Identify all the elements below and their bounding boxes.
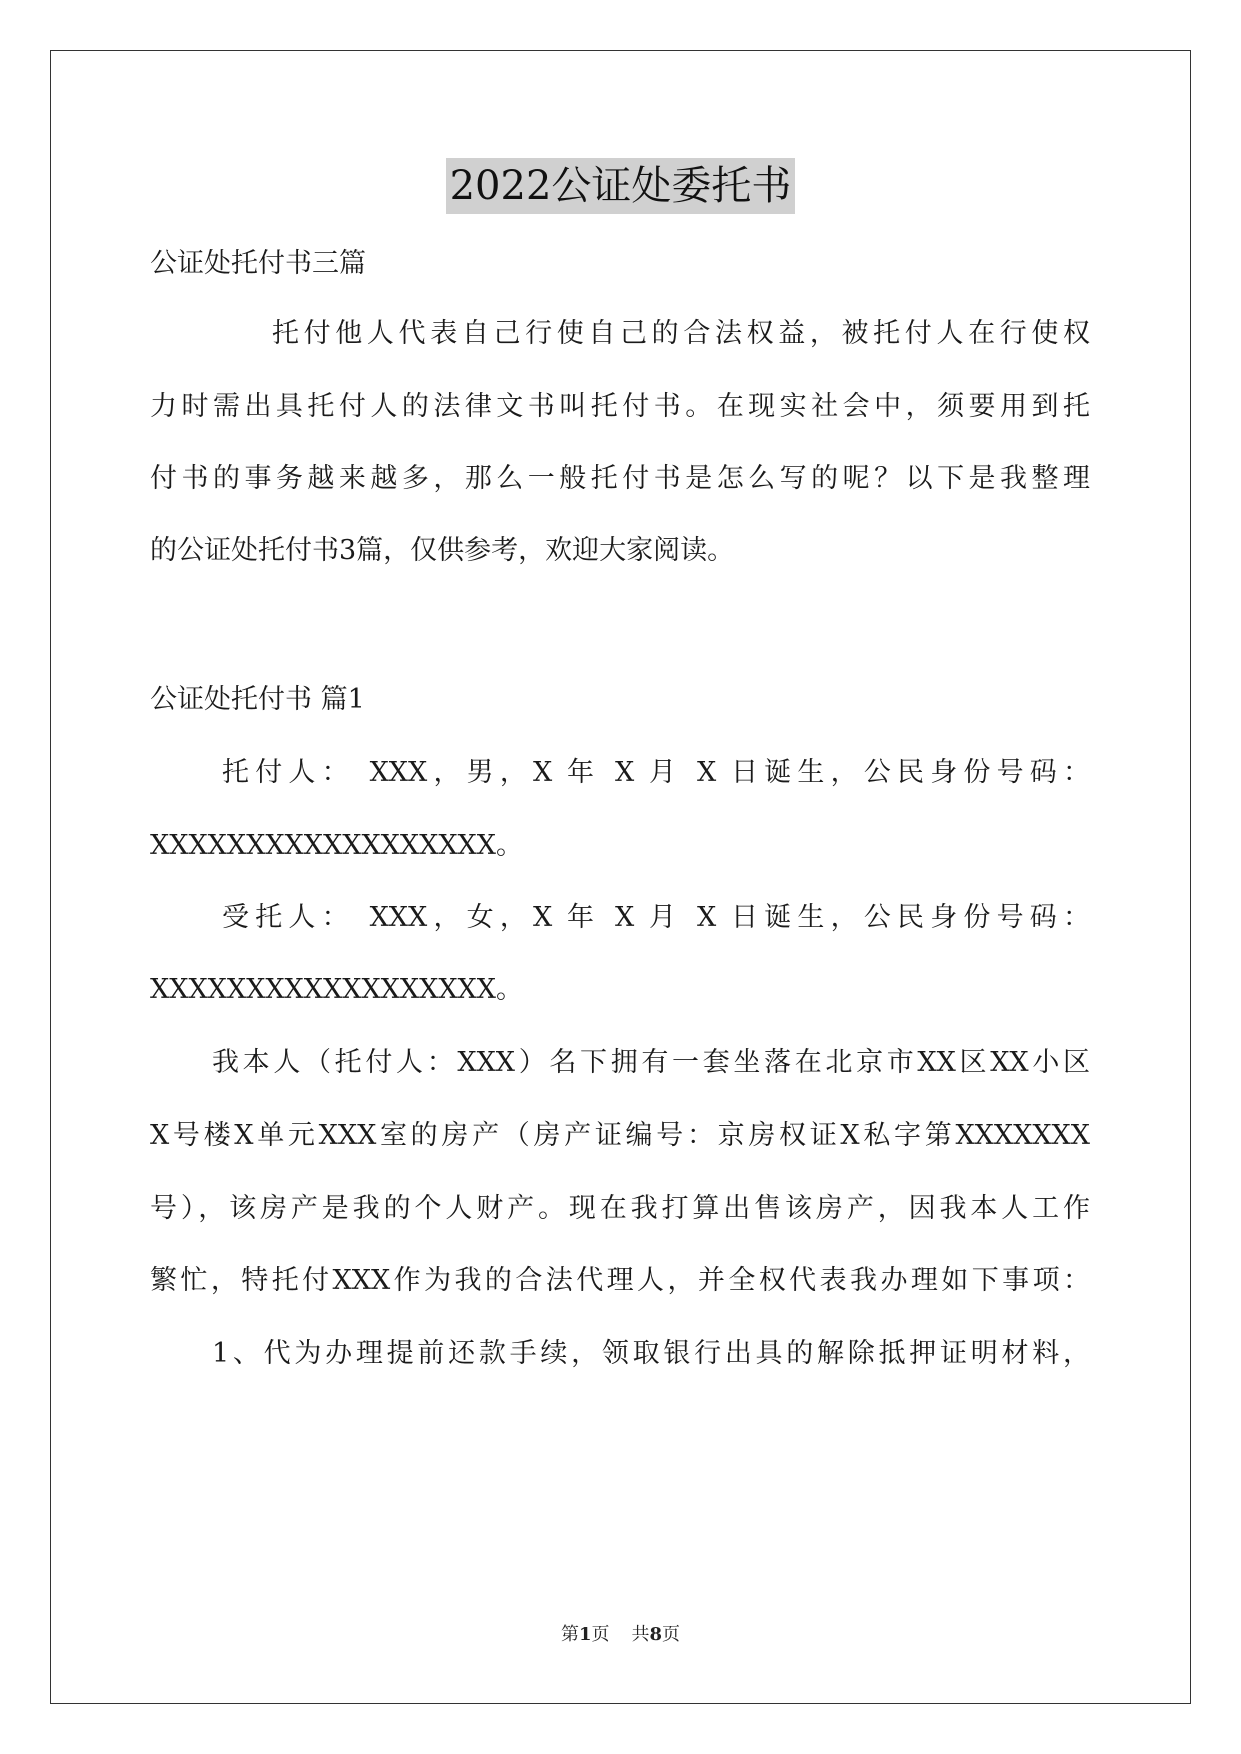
intro-line-3: 付书的事务越来越多，那么一般托付书是怎么写的呢？以下是我整理 — [150, 463, 1090, 494]
document-title: 2022公证处委托书 — [446, 158, 796, 214]
subtitle: 公证处托付书三篇 — [150, 248, 366, 279]
footer-page-number: 1 — [578, 1624, 592, 1645]
footer-total-pages: 8 — [649, 1624, 663, 1645]
title-container — [0, 158, 1241, 214]
agent-line-2: XXXXXXXXXXXXXXXXXX。 — [150, 974, 523, 1005]
footer-total-prefix: 共 — [631, 1624, 650, 1645]
agent-line-1: 受托人： XXX，女，X 年 X 月 X 日诞生，公民身份号码： — [222, 902, 1090, 933]
intro-line-1: 托付他人代表自己行使自己的合法权益，被托付人在行使权 — [272, 318, 1090, 349]
intro-line-4: 的公证处托付书3篇，仅供参考，欢迎大家阅读。 — [150, 535, 735, 566]
footer-total-suffix: 页 — [662, 1624, 681, 1645]
page-border — [50, 50, 1191, 1704]
principal-line-1: 托付人： XXX，男，X 年 X 月 X 日诞生，公民身份号码： — [222, 757, 1090, 788]
intro-line-2: 力时需出具托付人的法律文书叫托付书。在现实社会中，须要用到托 — [150, 391, 1090, 422]
body-line-1: 我本人（托付人：XXX）名下拥有一套坐落在北京市XX区XX小区 — [212, 1047, 1090, 1078]
body-line-2: X号楼X单元XXX室的房产（房产证编号：京房权证X私字第XXXXXXX — [150, 1120, 1090, 1151]
body-line-3: 号），该房产是我的个人财产。现在我打算出售该房产，因我本人工作 — [150, 1193, 1090, 1224]
page-footer — [0, 1622, 1241, 1648]
principal-line-2: XXXXXXXXXXXXXXXXXX。 — [150, 830, 523, 861]
footer-page-prefix: 第 — [560, 1624, 579, 1645]
body-line-4: 繁忙，特托付XXX作为我的合法代理人，并全权代表我办理如下事项： — [150, 1265, 1090, 1296]
section-heading: 公证处托付书 篇1 — [150, 684, 365, 715]
footer-page-suffix: 页 — [591, 1624, 610, 1645]
item-1-line: 1、代为办理提前还款手续，领取银行出具的解除抵押证明材料， — [212, 1338, 1090, 1369]
